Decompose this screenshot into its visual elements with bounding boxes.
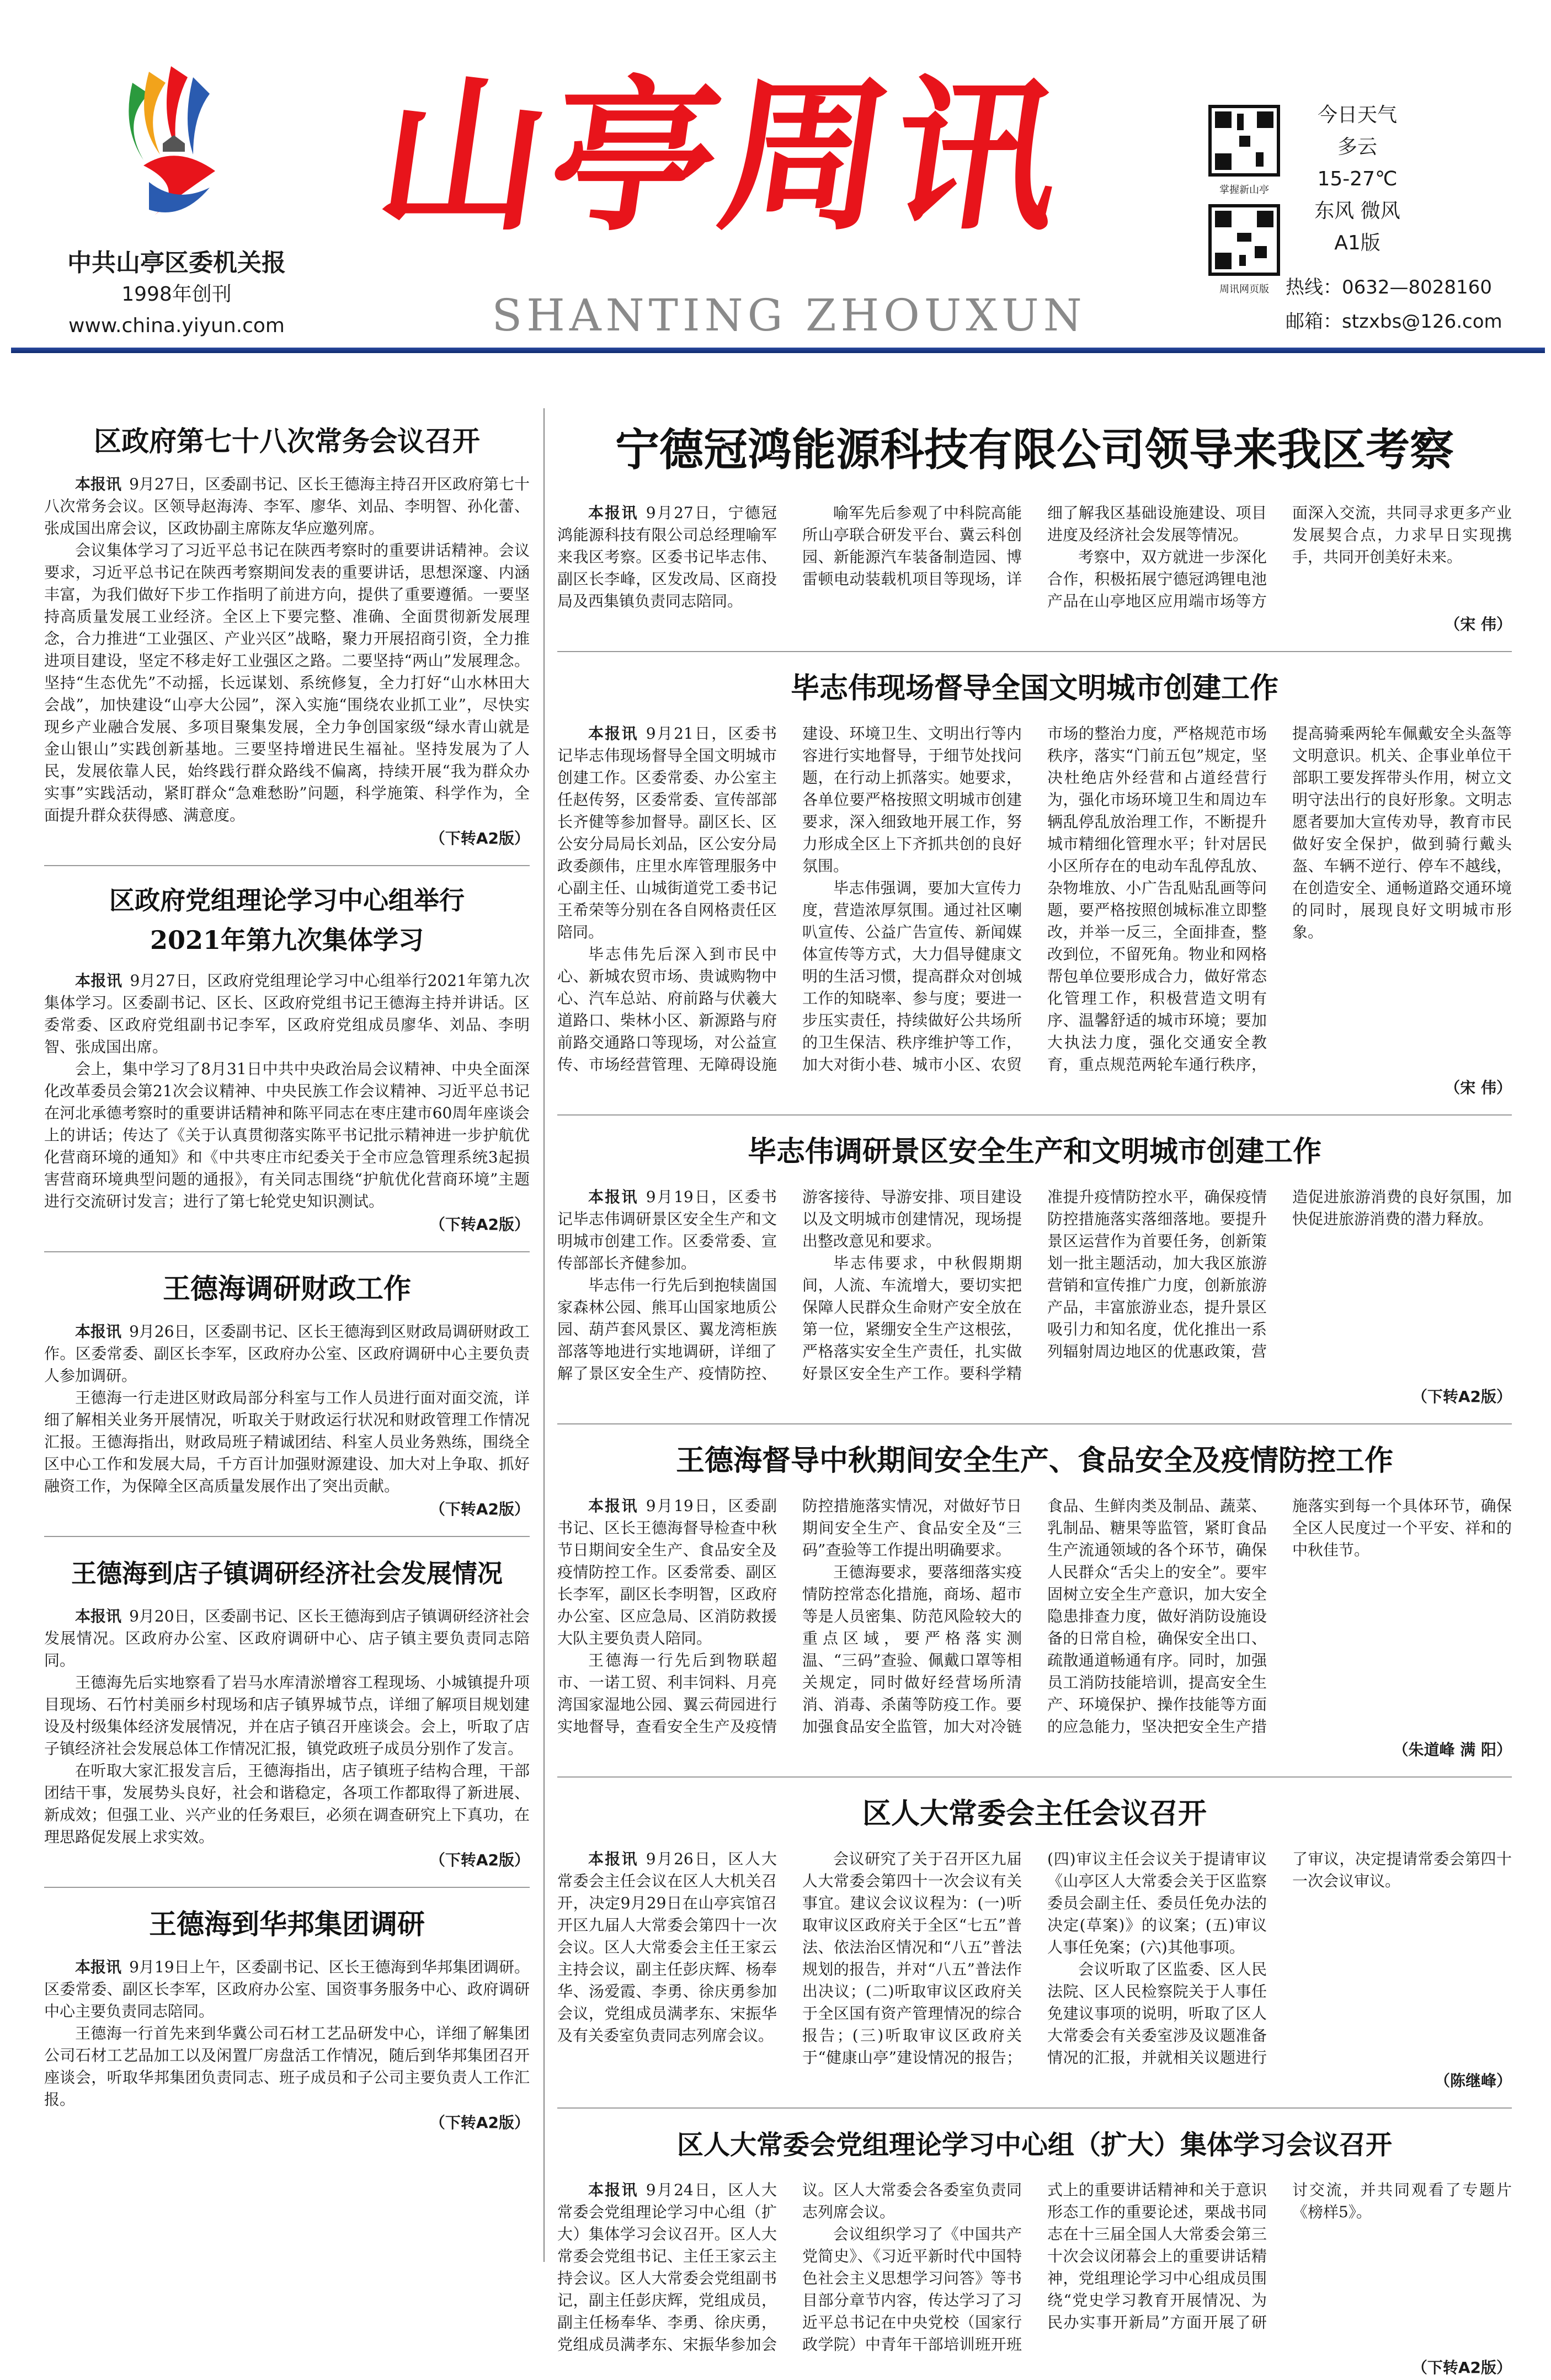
- article-body: [557, 1848, 1512, 2069]
- article-separator: [557, 651, 1512, 652]
- continued-note[interactable]: （下转A2版）: [429, 1215, 530, 1234]
- article-paragraph: 考察中，双方就进一步深化合作，积极拓展宁德冠鸿锂电池产品在山亭地区应用端市场等方面深入交流，共同寻求更多产业发展契合点，力求早日实现携手，共同开创美好未来。: [1047, 504, 1512, 610]
- continued-note[interactable]: （下转A2版）: [1411, 1388, 1512, 1406]
- article-headline: 区政府党组理论学习中心组举行: [109, 885, 465, 915]
- masthead-rule: [11, 348, 1545, 353]
- article-headline: 区人大常委会主任会议召开: [862, 1797, 1207, 1831]
- article-separator: [44, 865, 530, 866]
- article-separator: [557, 1423, 1512, 1424]
- publisher-org: 中共山亭区委机关报: [67, 249, 286, 277]
- article-paragraph: 本报讯 9月19日，区委副书记、区长王德海督导检查中秋节日期间安全生产、食品安全及疫情防控工作。区委常委、副区长李军，副区长李明智，区政府办公室、区应急局、区消防救援大队主要负责人陪同。: [557, 1497, 777, 1647]
- continued-note[interactable]: （下转A2版）: [429, 1851, 530, 1869]
- article-lead: 本报讯: [588, 504, 638, 522]
- article-lead: 本报讯: [75, 1322, 122, 1341]
- right-column: [557, 419, 1512, 2380]
- article: [557, 1439, 1512, 1762]
- article-body: [44, 1321, 530, 1497]
- article-body: [557, 1186, 1512, 1385]
- contact-box: [1286, 270, 1539, 339]
- article-paragraph: 会议听取了区监委、区人民法院、区人民检察院关于人事任免建议事项的说明，听取了区人大常委会有关委室涉及议题准备情况的汇报，并就相关议题进行了审议，决定提请常委会第四十一次会议审议。: [1047, 1850, 1512, 2067]
- article-separator: [44, 1887, 530, 1888]
- website-link[interactable]: www.china.yiyun.com: [68, 314, 285, 337]
- article-paragraph: 毕志伟先后深入到市民中心、新城农贸市场、贵诚购物中心、汽车总站、府前路与伏羲大道路口、柴林小区、新源路与府前路交通路口等现场，对公益宣传、市场经营管理、无障碍设施建设、环境卫生、文明出行等内容进行实地督导，于细节处找问题，在行动上抓落实。她要求，各单位要严格按照文明城市创建要求，深入细致地开展工作，努力形成全区上下齐抓共创的良好氛围。: [557, 724, 1022, 1074]
- article: [44, 881, 530, 1237]
- article-headline: 区政府第七十八次常务会议召开: [94, 425, 480, 457]
- email: 邮箱：stzxbs@126.com: [1286, 311, 1502, 333]
- article-headline: 王德海到华邦集团调研: [149, 1908, 425, 1940]
- lead-article-headline: 宁德冠鸿能源科技有限公司领导来我区考察: [615, 424, 1454, 476]
- article-paragraph: 本报讯 9月19日，区委书记毕志伟调研景区安全生产和文明城市创建工作。区委常委、宣传部部长齐健参加。: [557, 1188, 777, 1272]
- article-lead: 本报讯: [588, 2181, 638, 2199]
- weather-wind: 东风 微风: [1314, 200, 1400, 222]
- article-body: [557, 1495, 1512, 1738]
- article-subheadline: 2021年第九次集体学习: [150, 925, 424, 955]
- article-lead: 本报讯: [75, 972, 122, 990]
- article-paragraph: 在听取大家汇报发言后，王德海指出，店子镇班子结构合理，干部团结干事，发展势头良好，社会和谐稳定，各项工作都取得了新进展、新成效；但强工业、兴产业的任务艰巨，必须在调查研究上下真功，在理思路促发展上求实效。: [44, 1762, 530, 1846]
- article-separator: [557, 2107, 1512, 2109]
- article-lead: 本报讯: [75, 1958, 122, 1976]
- article-paragraph: 本报讯 9月21日，区委书记毕志伟现场督导全国文明城市创建工作。区委常委、办公室主任赵传努，区委常委、宣传部部长齐健等参加督导。副区长、区公安分局局长刘品，区公安分局政委颜伟，庄里水库管理服务中心副主任、山城街道党工委书记王希荣等分别在各自网格责任区陪同。: [557, 724, 777, 941]
- article: [557, 666, 1512, 1100]
- article-separator: [44, 1536, 530, 1537]
- newspaper-logo-icon: [110, 61, 237, 226]
- article-headline: 毕志伟现场督导全国文明城市创建工作: [790, 671, 1278, 705]
- article-headline: 王德海到店子镇调研经济社会发展情况: [71, 1559, 503, 1588]
- continued-note[interactable]: （下转A2版）: [429, 1500, 530, 1518]
- article-lead: 本报讯: [588, 1850, 638, 1868]
- article-paragraph: 本报讯 9月26日，区人大常委会主任会议在区人大机关召开，决定9月29日在山亭宾馆召开区九届人大常委会第四十一次会议。区人大常委会主任王家云主持会议，副主任彭庆辉、杨奉华、汤爱霞、李勇、徐庆勇参加会议，党组成员满孝东、宋振华及有关委室负责同志列席会议。: [557, 1850, 777, 2045]
- article-lead: 本报讯: [75, 475, 122, 493]
- article-paragraph: 王德海一行首先来到华冀公司石材工艺品研发中心，详细了解集团公司石材工艺品加工以及闲置厂房盘活工作情况，随后到华邦集团召开座谈会，听取华邦集团负责同志、班子成员和子公司主要负责人工作汇报。: [44, 2024, 530, 2109]
- continued-note[interactable]: （下转A2版）: [1411, 2358, 1512, 2377]
- article-lead: 本报讯: [588, 1188, 638, 1206]
- article-paragraph: 王德海要求，要落细落实疫情防控常态化措施，商场、超市等是人员密集、防范风险较大的重点区域，要严格落实测温、“三码”查验、佩戴口罩等相关规定，同时做好经营场所清消、消毒、杀菌等防疫工作。要加强食品安全监管，加大对冷链食品、生鲜肉类及制品、蔬菜、乳制品、糖果等监管，紧盯食品生产流通领域的各个环节，确保人民群众“舌尖上的安全”。要牢固树立安全生产意识，加大安全隐患排查力度，做好消防设施设备的日常自检，确保安全出口、疏散通道畅通有序。同时，加强员工消防技能培训，提高安全生产、环境保护、操作技能等方面的应急能力，坚决把安全生产措施落实到每一个具体环节，确保全区人民度过一个平安、祥和的中秋佳节。: [802, 1497, 1512, 1736]
- continued-note[interactable]: （下转A2版）: [429, 829, 530, 847]
- article-paragraph: 本报讯 9月26日，区委副书记、区长王德海到区财政局调研财政工作。区委常委、副区长李军，区政府办公室、区政府调研中心主要负责人参加调研。: [44, 1322, 530, 1385]
- founded-year: 1998年创刊: [121, 283, 232, 306]
- article-paragraph: 本报讯 9月27日，宁德冠鸿能源科技有限公司总经理喻军来我区考察。区委书记毕志伟、副区长李峰，区发改局、区商投局及西集镇负责同志陪同。: [557, 504, 777, 610]
- article-paragraph: 毕志伟要求，中秋假期期间，人流、车流增大，要切实把保障人民群众生命财产安全放在第一位，紧绷安全生产这根弦，严格落实安全生产责任，扎实做好景区安全生产工作。要科学精准提升疫情防控水平，确保疫情防控措施落实落细落地。要提升景区运营作为首要任务，创新策划一批主题活动，加大我区旅游营销和宣传推广力度，创新旅游产品，丰富旅游业态，提升景区吸引力和知名度，优化推出一系列辐射周边地区的优惠政策，营造促进旅游消费的良好氛围，加快促进旅游消费的潜力释放。: [802, 1188, 1512, 1383]
- article-headline: 王德海督导中秋期间安全生产、食品安全及疫情防控工作: [675, 1444, 1393, 1477]
- article-separator: [44, 1251, 530, 1252]
- article-paragraph: 毕志伟强调，要加大宣传力度，营造浓厚氛围。通过社区喇叭宣传、公益广告宣传、新闻媒体宣传等方式，大力倡导健康文明的生活习惯，提高群众对创城工作的知晓率、参与度；要进一步压实责任，持续做好公共场所的卫生保洁、秩序维护等工作，加大对街小巷、城市小区、农贸市场的整治力度，严格规范市场秩序，落实“门前五包”规定，坚决杜绝店外经营和占道经营行为，强化市场环境卫生和周边车辆乱停乱放治理工作，不断提升城市精细化管理水平；针对居民小区所存在的电动车乱停乱放、杂物堆放、小广告乱贴乱画等问题，要严格按照创城标准立即整改，并举一反三，全面排查，整改到位，不留死角。物业和网格帮包单位要形成合力，做好常态化管理工作，积极营造文明有序、温馨舒适的城市环境；要加大执法力度，强化交通安全教育，重点规范两轮车通行秩序，提高骑乘两轮车佩戴安全头盔等文明意识。机关、企事业单位干部职工要发挥带头作用，树立文明守法出行的良好形象。文明志愿者要加大宣传劝导，教育市民做好安全保护，做到骑行戴头盔、车辆不逆行、停车不越线，在创造安全、通畅道路交通环境的同时，展现良好文明城市形象。: [802, 724, 1512, 1074]
- article-paragraph: 会议研究了关于召开区九届人大常委会第四十一次会议有关事宜。建议会议议程为：(一)听取审议区政府关于全区“七五”普法、依法治区情况和“八五”普法规划的报告，并对“八五”普法作出决议；(二)听取审议区政府关于全区国有资产管理情况的综合报告；(三)听取审议区政府关于“健康山亭”建设情况的报告；(四)审议主任会议关于提请审议《山亭区人大常委会关于区监察委员会副主任、委员任免办法的决定(草案)》的议案；(五)审议人事任免案；(六)其他事项。: [802, 1850, 1267, 2067]
- article: [557, 419, 1512, 637]
- article-byline: （朱道峰 满 阳）: [1393, 1741, 1512, 1759]
- article-paragraph: 本报讯 9月27日，区委副书记、区长王德海主持召开区政府第七十八次常务会议。区领导赵海涛、李军、廖华、刘品、李明智、孙化蕾、张成国出席会议，区政协副主席陈友华应邀列席。: [44, 475, 530, 537]
- article-paragraph: 会议组织学习了《中国共产党简史》、《习近平新时代中国特色社会主义思想学习问答》等书目部分章节内容，传达学习了习近平总书记在中央党校（国家行政学院）中青年干部培训班开班式上的重要讲话精神和关于意识形态工作的重要论述，栗战书同志在十三届全国人大常委会第三十次会议闭幕会上的重要讲话精神，党组理论学习中心组成员围绕“党史学习教育开展情况、为民办实事开新局”方面开展了研讨交流，并共同观看了专题片《榜样5》。: [802, 2181, 1512, 2354]
- article-body: [557, 723, 1512, 1076]
- article-paragraph: 喻军先后参观了中科院高能所山亭联合研发平台、冀云科创园、新能源汽车装备制造园、博雷顿电动装载机项目等现场，详细了解我区基础设施建设、项目进度及经济社会发展等情况。: [802, 504, 1267, 588]
- article: [557, 2123, 1512, 2380]
- article-byline: （陈继峰）: [1434, 2072, 1512, 2090]
- article-lead: 本报讯: [75, 1607, 122, 1625]
- continued-note[interactable]: （下转A2版）: [429, 2114, 530, 2132]
- article-paragraph: 本报讯 9月20日，区委副书记、区长王德海到店子镇调研经济社会发展情况。区政府办公室、区政府调研中心、店子镇主要负责同志陪同。: [44, 1607, 530, 1669]
- column-divider: [543, 408, 545, 2262]
- weather-label: 今日天气: [1317, 104, 1397, 126]
- newspaper-title: 山亭周讯: [367, 61, 1079, 253]
- article-paragraph: 王德海先后实地察看了岩马水库清淤增容工程现场、小城镇提升项目现场、石竹村美丽乡村现场和店子镇界城节点，详细了解项目规划建设及村级集体经济发展情况，并在店子镇召开座谈会。会上，听取了店子镇经济社会发展总体工作情况汇报，镇党政班子成员分别作了发言。: [44, 1673, 530, 1758]
- article: [557, 1792, 1512, 2093]
- left-column: [44, 419, 530, 2135]
- article-lead: 本报讯: [588, 724, 638, 743]
- weather-temp: 15-27℃: [1317, 168, 1398, 190]
- article-paragraph: 本报讯 9月19日上午，区委副书记、区长王德海到华邦集团调研。区委常委、副区长李军，区政府办公室、国资事务服务中心、政府调研中心主要负责同志陪同。: [44, 1958, 530, 2020]
- article-separator: [557, 1776, 1512, 1778]
- article-paragraph: 王德海一行先后到物联超市、一诺工贸、利丰饲料、月亮湾国家湿地公园、翼云荷园进行实地督导，查看安全生产及疫情防控措施落实情况，对做好节日期间安全生产、食品安全及“三码”查验等工作提出明确要求。: [557, 1497, 1022, 1736]
- article-lead: 本报讯: [588, 1497, 638, 1515]
- article-paragraph: 会议集体学习了习近平总书记在陕西考察时的重要讲话精神。会议要求，习近平总书记在陕西考察期间发表的重要讲话，思想深邃、内涵丰富，为我们做好下步工作指明了前进方向，提供了重要遵循。一要坚持高质量发展工业经济。全区上下要完整、准确、全面贯彻新发展理念，合力推进“工业强区、产业兴区”战略，聚力开展招商引资，全力推进项目建设，坚定不移走好工业强区之路。二要坚持“两山”发展理念。坚持“生态优先”不动摇，长远谋划、系统修复，全力打好“山水林田大会战”，加快建设“山亭大公园”，深入实施“围绕农业抓工业”，尽快实现乡产业融合发展、多项目聚集发展，全力争创国家级“绿水青山就是金山银山”实践创新基地。三要坚持增进民生福祉。坚持发展为了人民，发展依靠人民，始终践行群众路线不偏离，持续开展“我为群众办实事”实践活动，紧盯群众“急难愁盼”问题，科学施策、科学作为，全面提升群众获得感、满意度。: [44, 541, 530, 824]
- article-paragraph: 本报讯 9月24日，区人大常委会党组理论学习中心组（扩大）集体学习会议召开。区人大常委会党组书记、主任王家云主持会议。区人大常委会党组副书记，副主任彭庆辉，党组成员，副主任杨奉华、李勇、徐庆勇，党组成员满孝东、宋振华参加会议。区人大常委会各委室负责同志列席会议。: [557, 2181, 1022, 2354]
- article-body: [44, 1956, 530, 2111]
- article-body: [44, 970, 530, 1213]
- hotline: 热线：0632—8028160: [1286, 276, 1492, 298]
- article-byline: （宋 伟）: [1445, 1079, 1512, 1097]
- article-headline: 毕志伟调研景区安全生产和文明城市创建工作: [747, 1135, 1321, 1168]
- qr-code-icon[interactable]: [1208, 204, 1280, 276]
- article-byline: （宋 伟）: [1445, 615, 1512, 633]
- qr-code-icon[interactable]: [1208, 105, 1280, 177]
- article-body: [44, 473, 530, 826]
- article-body: [557, 2179, 1512, 2356]
- article-body: [44, 1605, 530, 1848]
- article-paragraph: 本报讯 9月27日，区政府党组理论学习中心组举行2021年第九次集体学习。区委副书记、区长、区政府党组书记王德海主持并讲话。区委常委、区政府党组副书记李军，区政府党组成员廖华、刘品、李明智、张成国出席。: [44, 972, 530, 1056]
- article-separator: [557, 1114, 1512, 1116]
- edition-label: A1版: [1334, 232, 1381, 254]
- qr-code-label: 掌握新山亭: [1219, 184, 1269, 196]
- masthead: [0, 0, 1551, 353]
- article-paragraph: 毕志伟一行先后到抱犊崮国家森林公园、熊耳山国家地质公园、葫芦套风景区、翼龙湾柜族部落等地进行实地调研，详细了解了景区安全生产、疫情防控、游客接待、导游安排、项目建设以及文明城市创建情况，现场提出整改意见和要求。: [557, 1188, 1022, 1383]
- weather-condition: 多云: [1337, 136, 1377, 158]
- article-paragraph: 会上，集中学习了8月31日中共中央政治局会议精神、中央全面深化改革委员会第21次会议精神、中央民族工作会议精神、习近平总书记在河北承德考察时的重要讲话精神和陈平同志在枣庄建市60周年座谈会上的讲话；传达了《关于认真贯彻落实陈平书记批示精神进一步护航优化营商环境的通知》和《中共枣庄市纪委关于全市应急管理系统3起损害营商环境典型问题的通报》，有关同志围绕“护航优化营商环境”主题进行交流研讨发言；进行了第七轮党史知识测试。: [44, 1060, 530, 1210]
- newspaper-title-pinyin: SHANTING ZHOUXUN: [492, 290, 1086, 341]
- article: [44, 419, 530, 851]
- article: [44, 1267, 530, 1522]
- weather-box: [1275, 99, 1440, 259]
- article-body: [557, 502, 1512, 612]
- article-headline: 区人大常委会党组理论学习中心组（扩大）集体学习会议召开: [676, 2130, 1392, 2160]
- article: [557, 1130, 1512, 1409]
- article-paragraph: 王德海一行走进区财政局部分科室与工作人员进行面对面交流，详细了解相关业务开展情况，听取关于财政运行状况和财政管理工作情况汇报。王德海指出，财政局班子精诚团结、科室人员业务熟练，围绕全区中心工作和发展大局，千方百计加强财源建设、加大对上争取、抓好融资工作，为保障全区高质量发展作出了突出贡献。: [44, 1389, 530, 1495]
- article: [44, 1902, 530, 2135]
- article: [44, 1551, 530, 1872]
- article-headline: 王德海调研财政工作: [163, 1272, 411, 1305]
- qr-code-label: 周讯网页版: [1219, 284, 1269, 295]
